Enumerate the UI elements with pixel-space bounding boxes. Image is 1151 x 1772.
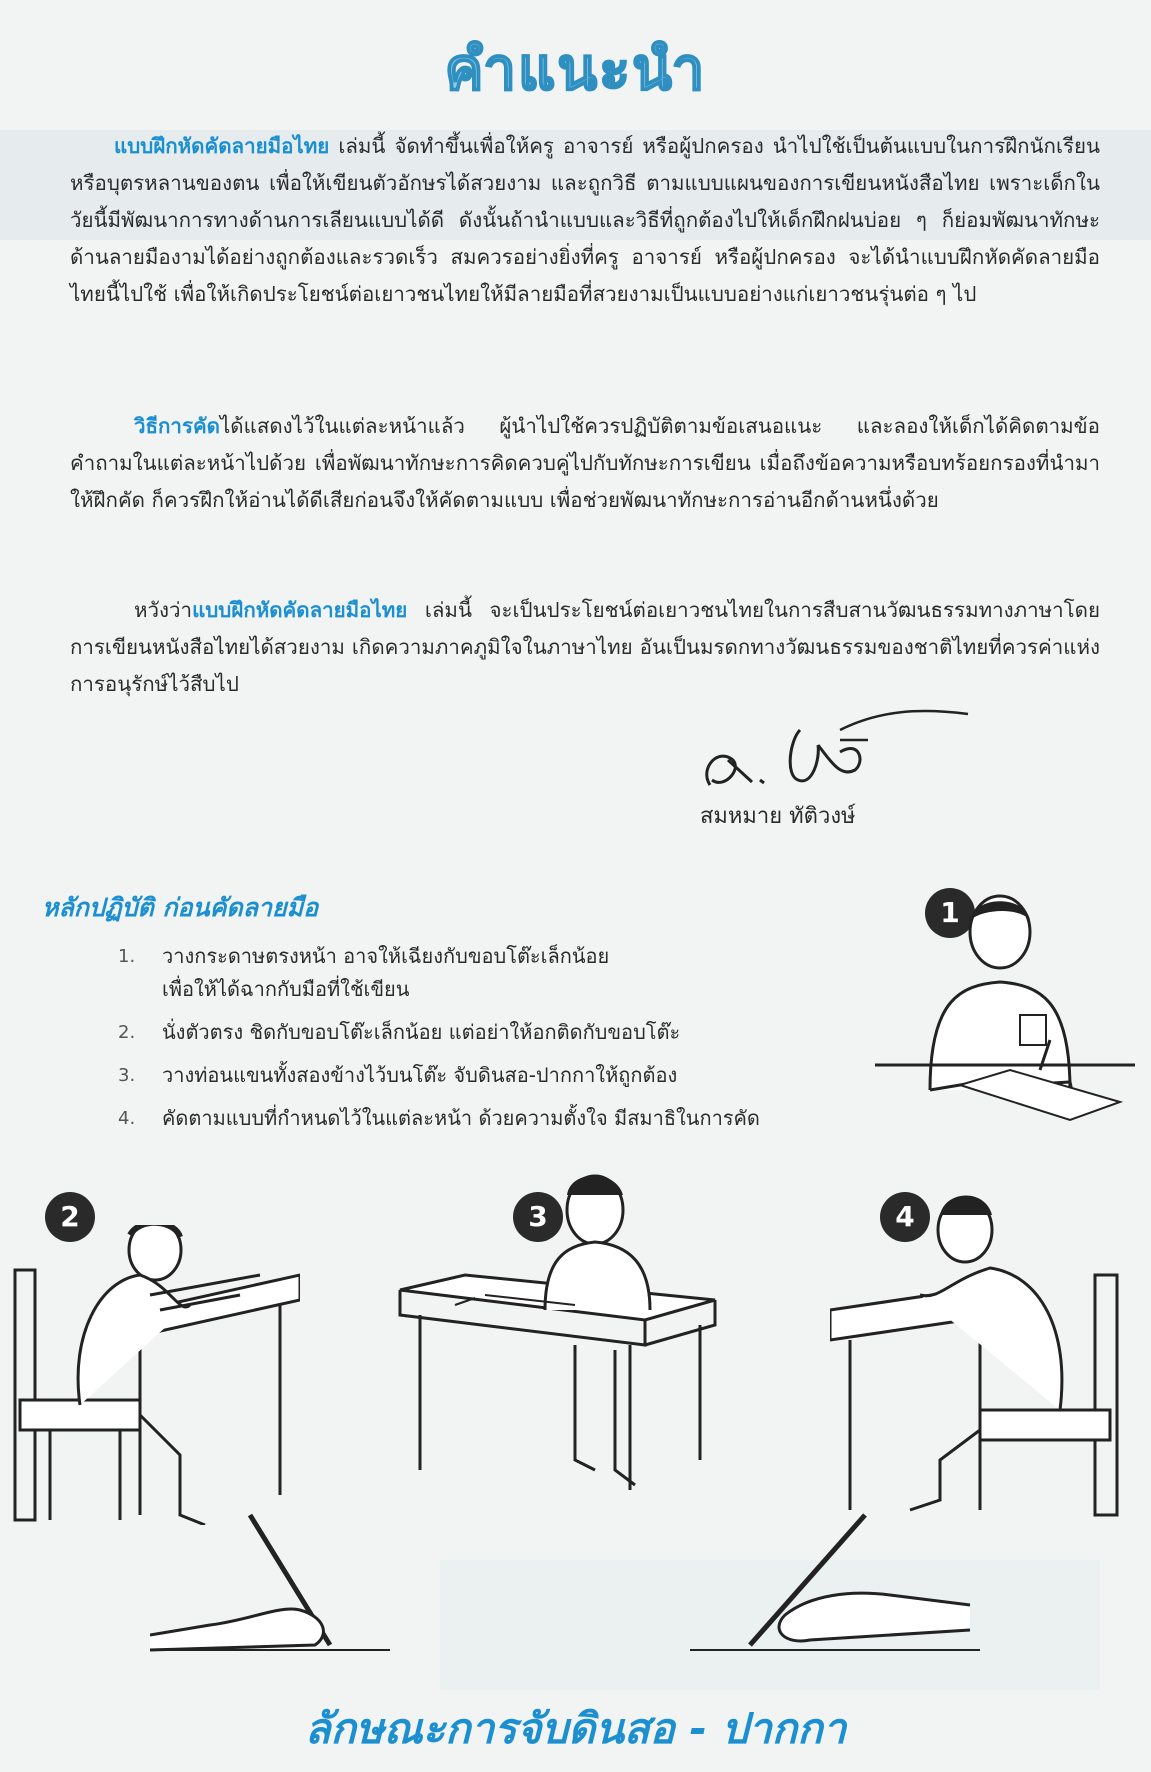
rules-list — [118, 940, 858, 1145]
rule-text: วางท่อนแขนทั้งสองข้างไว้บนโต๊ะ จับดินสอ-ปากกาให้ถูกต้อง — [162, 1063, 678, 1087]
pencil-grip-caption: ลักษณะการจับดินสอ - ปากกา — [304, 1704, 847, 1753]
illustration-posture-2 — [10, 1225, 300, 1525]
rules-heading: หลักปฏิบัติ ก่อนคัดลายมือ — [42, 893, 319, 922]
step-badge-3: 3 — [513, 1192, 563, 1242]
step-badge-1: 1 — [925, 888, 975, 938]
step-badge-2: 2 — [45, 1192, 95, 1242]
rule-number: 1. — [118, 946, 136, 967]
intro-text-1: เล่มนี้ จัดทำขึ้นเพื่อให้ครู อาจารย์ หรือผู้ปกครอง นำไปใช้เป็นต้นแบบในการฝึกนักเรียนหรือบุตรหลานของตน เพื่อให้เขียนตัวอักษรได้สวยงาม และถูกวิธี ตามแบบแผนของการเขียนหนังสือไทย เพราะเด็กในวัยนี้มีพัฒนาการทางด้านการเลียนแบบได้ดี ดังนั้นถ้านำแบบและวิธีที่ถูกต้องไปให้เด็กฝึกฝนบ่อย ๆ ก็ย่อมพัฒนาทักษะด้านลายมืองามได้อย่างถูกต้องและรวดเร็ว สมควรอย่างยิ่งที่ครู อาจารย์ หรือผู้ปกครอง จะได้นำแบบฝึกหัดคัดลายมือไทยนี้ไปใช้ เพื่อให้เกิดประโยชน์ต่อเยาวชนไทยให้มีลายมือที่สวยงามเป็นแบบอย่างแก่เยาวชนรุ่นต่อ ๆ ไป — [70, 134, 1100, 306]
intro-text-2: ได้แสดงไว้ในแต่ละหน้าแล้ว ผู้นำไปใช้ควรปฏิบัติตามข้อเสนอแนะ และลองให้เด็กได้คิดตามข้อคำถามในแต่ละหน้าไปด้วย เพื่อพัฒนาทักษะการคิดควบคู่ไปกับทักษะการเขียน เมื่อถึงข้อความหรือบทร้อยกรองที่นำมาให้ฝึกคัด ก็ควรฝึกให้อ่านได้ดีเสียก่อนจึงให้คัดตามแบบ เพื่อช่วยพัฒนาทักษะการอ่านอีกด้านหนึ่งด้วย — [70, 414, 1100, 512]
rule-item — [118, 940, 858, 1006]
intro-highlight-2: วิธีการคัด — [134, 414, 220, 438]
illustration-posture-1 — [870, 890, 1140, 1140]
rule-text-cont: เพื่อให้ได้ฉากกับมือที่ใช้เขียน — [162, 977, 410, 1001]
signature-name: สมหมาย ทัติวงษ์ — [700, 804, 856, 829]
rule-number: 3. — [118, 1065, 136, 1086]
rule-text: วางกระดาษตรงหน้า อาจให้เฉียงกับขอบโต๊ะเล็กน้อย — [162, 944, 610, 968]
illustration-posture-3 — [395, 1170, 745, 1500]
rule-text: นั่งตัวตรง ชิดกับขอบโต๊ะเล็กน้อย แต่อย่าให้อกติดกับขอบโต๊ะ — [162, 1020, 681, 1044]
rule-item — [118, 1102, 858, 1135]
intro-paragraph-3 — [70, 592, 1100, 703]
handwritten-signature — [690, 700, 980, 800]
rule-number: 4. — [118, 1108, 136, 1129]
rule-number: 2. — [118, 1022, 136, 1043]
intro-highlight-1: แบบฝึกหัดคัดลายมือไทย — [114, 134, 330, 158]
rule-item — [118, 1059, 858, 1092]
rule-text: คัดตามแบบที่กำหนดไว้ในแต่ละหน้า ด้วยความตั้งใจ มีสมาธิในการคัด — [162, 1106, 760, 1130]
page-title: คำแนะนำ — [444, 35, 707, 103]
rule-item — [118, 1016, 858, 1049]
intro-text-3: เล่มนี้ จะเป็นประโยชน์ต่อเยาวชนไทยในการสืบสานวัฒนธรรมทางภาษาโดยการเขียนหนังสือไทยได้สวยงาม เกิดความภาคภูมิใจในภาษาไทย อันเป็นมรดกทางวัฒนธรรมของชาติไทยที่ควรค่าแห่งการอนุรักษ์ไว้สืบไป — [70, 598, 1100, 696]
intro-paragraph-2 — [70, 408, 1100, 519]
step-badge-4: 4 — [880, 1192, 930, 1242]
illustration-hand-right — [690, 1505, 980, 1655]
intro-prefix-3: หวังว่า — [134, 598, 193, 622]
intro-highlight-3: แบบฝึกหัดคัดลายมือไทย — [192, 598, 408, 622]
illustration-posture-4 — [830, 1180, 1130, 1520]
intro-paragraph-1 — [70, 128, 1100, 313]
illustration-hand-left — [150, 1505, 390, 1655]
